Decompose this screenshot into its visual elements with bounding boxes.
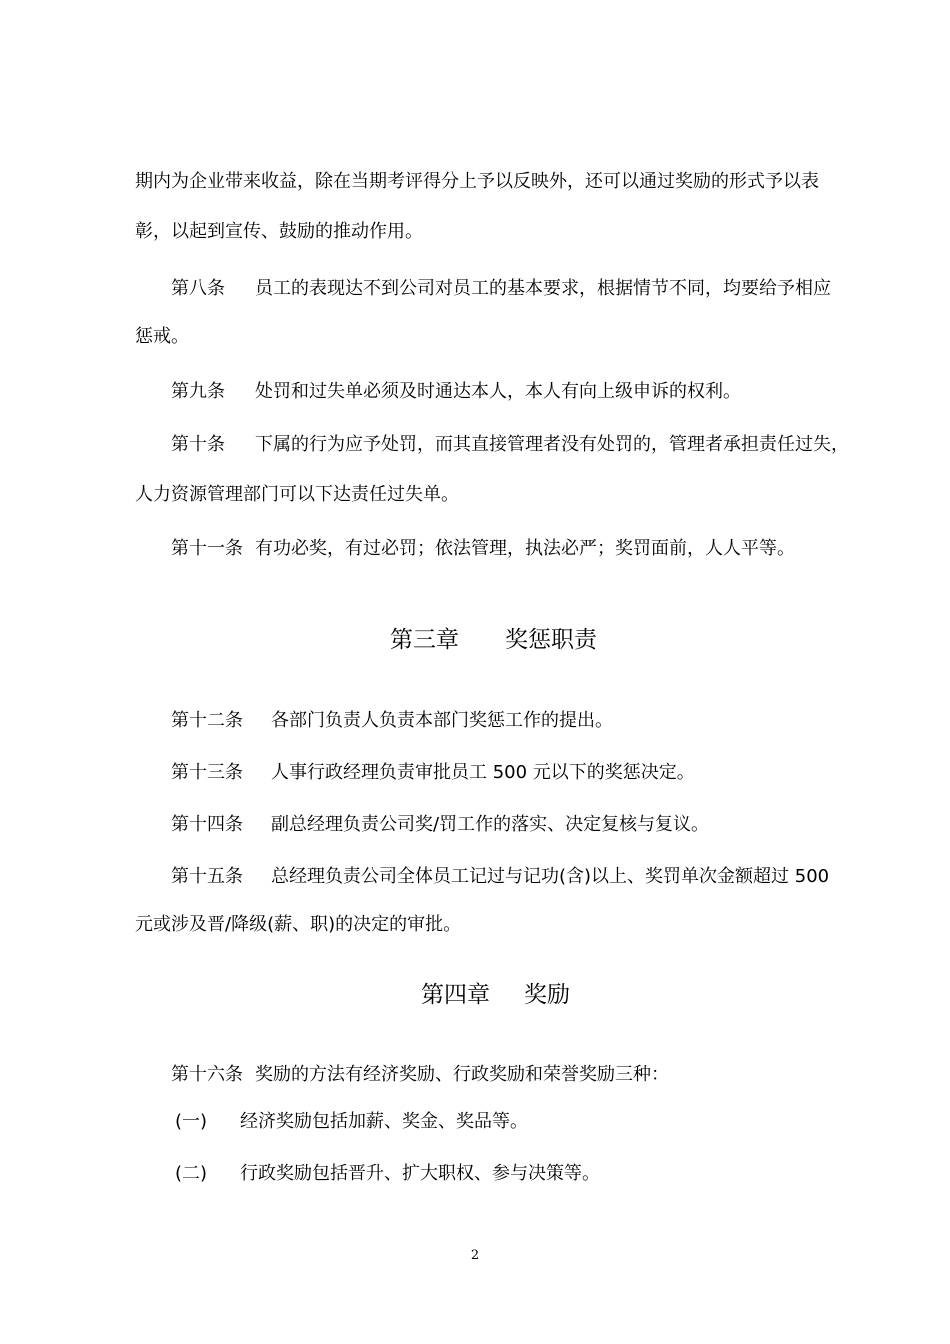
list-marker: (二) — [175, 1163, 208, 1184]
article-13-label: 第十三条 — [171, 762, 243, 783]
article-14-label: 第十四条 — [171, 814, 243, 835]
list-item: 经济奖励包括加薪、奖金、奖品等。 — [240, 1111, 528, 1132]
chapter-3-title: 奖惩职责 — [505, 627, 597, 653]
chapter-4-title: 奖励 — [524, 982, 570, 1008]
article-8-text: 员工的表现达不到公司对员工的基本要求，根据情节不同，均要给予相应 — [255, 278, 831, 299]
article-11-label: 第十一条 — [171, 538, 243, 559]
article-12-label: 第十二条 — [171, 710, 243, 731]
article-11-text: 有功必奖，有过必罚；依法管理，执法必严；奖罚面前，人人平等。 — [255, 538, 795, 559]
article-10-label: 第十条 — [171, 434, 225, 455]
article-14-text: 副总经理负责公司奖/罚工作的落实、决定复核与复议。 — [271, 814, 710, 835]
article-8-label: 第八条 — [171, 278, 225, 299]
list-item: 行政奖励包括晋升、扩大职权、参与决策等。 — [240, 1163, 600, 1184]
article-10-text: 下属的行为应予处罚，而其直接管理者没有处罚的，管理者承担责任过失， — [255, 434, 849, 455]
article-9-label: 第九条 — [171, 381, 225, 402]
article-15-label: 第十五条 — [171, 866, 243, 887]
article-16-text: 奖励的方法有经济奖励、行政奖励和荣誉奖励三种： — [255, 1064, 669, 1085]
paragraph-line: 期内为企业带来收益，除在当期考评得分上予以反映外，还可以通过奖励的形式予以表 — [135, 171, 819, 192]
chapter-4-number: 第四章 — [421, 982, 490, 1008]
article-9-text: 处罚和过失单必须及时通达本人，本人有向上级申诉的权利。 — [255, 381, 741, 402]
paragraph-line: 彰，以起到宣传、鼓励的推动作用。 — [135, 221, 423, 242]
article-15-text-cont: 元或涉及晋/降级(薪、职)的决定的审批。 — [135, 914, 462, 935]
article-13-text: 人事行政经理负责审批员工 500 元以下的奖惩决定。 — [271, 762, 695, 783]
list-marker: (一) — [175, 1111, 208, 1132]
page-number: 2 — [470, 1248, 480, 1263]
article-16-label: 第十六条 — [171, 1064, 243, 1085]
article-8-text-cont: 惩戒。 — [135, 326, 189, 347]
article-12-text: 各部门负责人负责本部门奖惩工作的提出。 — [271, 710, 613, 731]
chapter-3-number: 第三章 — [390, 627, 459, 653]
article-15-text: 总经理负责公司全体员工记过与记功(含)以上、奖罚单次金额超过 500 — [271, 866, 830, 887]
article-10-text-cont: 人力资源管理部门可以下达责任过失单。 — [135, 484, 459, 505]
